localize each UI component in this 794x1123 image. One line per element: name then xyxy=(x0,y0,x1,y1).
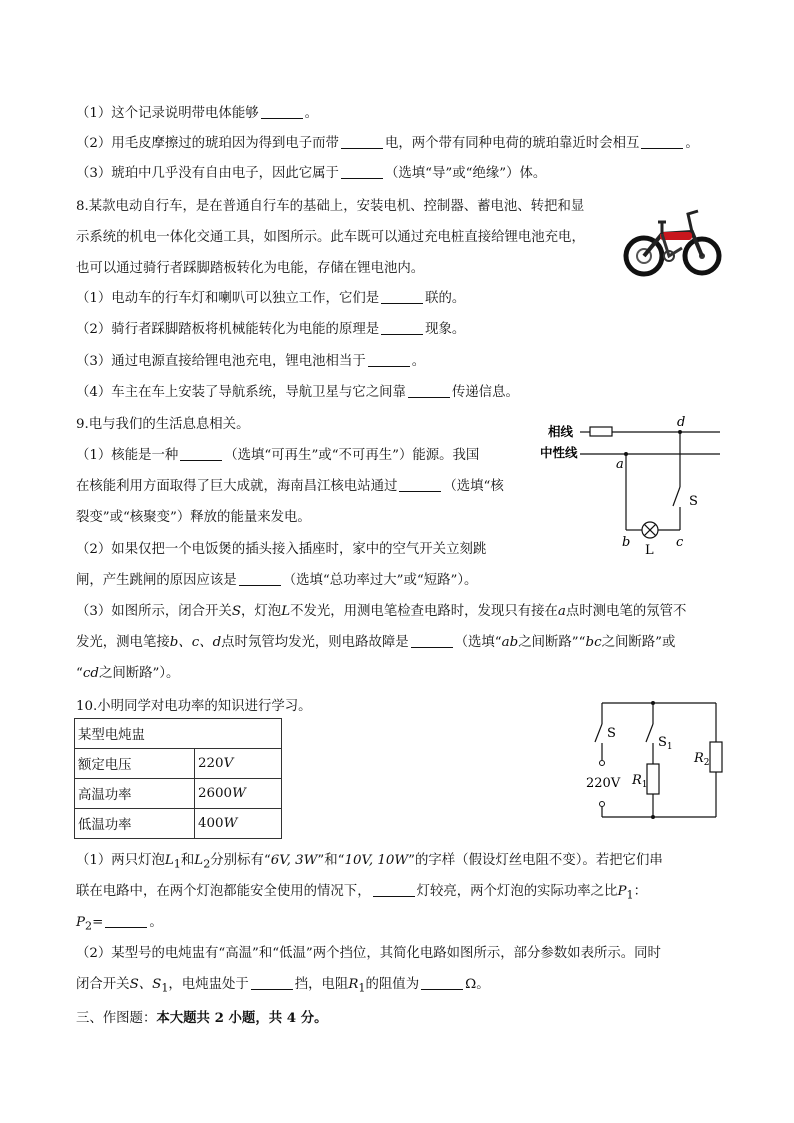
q7-part2: （2）用毛皮摩擦过的琥珀因为得到电子而带 电，两个带有同种电荷的琥珀靠近时会相互 。 xyxy=(76,136,699,151)
q9-part1-line3: 裂变”或“核聚变”）释放的能量来发电。 xyxy=(76,510,311,525)
svg-text:R1: $R_1$ xyxy=(632,773,648,790)
q9-stem: 9.电与我们的生活息息相关。 xyxy=(76,417,250,432)
answer-blank[interactable] xyxy=(421,975,463,990)
answer-blank[interactable] xyxy=(239,571,281,586)
q8-stem-line3: 也可以通过骑行者踩脚踏板转化为电能，存储在锂电池内。 xyxy=(76,261,425,276)
answer-blank[interactable] xyxy=(381,320,423,335)
svg-text:d: d xyxy=(677,415,686,430)
svg-text:R2: $R_2$ xyxy=(694,751,710,768)
electric-bicycle-image xyxy=(622,208,722,278)
section-3-heading: 三、作图题：本大题共 2 小题，共 4 分。 xyxy=(76,1010,328,1026)
q8-part2: （2）骑行者踩脚踏板将机械能转化为电能的原理是 现象。 xyxy=(76,322,466,337)
switch-s-icon xyxy=(595,724,602,742)
answer-blank[interactable] xyxy=(641,134,683,149)
table-row: 低温功率 400W xyxy=(75,809,282,839)
q10-part2-line1: （2）某型号的电炖盅有“高温”和“低温”两个挡位，其简化电路如图所示，部分参数如表所示。同时 xyxy=(76,946,661,961)
resistor-r1-icon xyxy=(647,764,659,794)
answer-blank[interactable] xyxy=(341,134,383,149)
stewpot-circuit-diagram xyxy=(580,694,725,829)
svg-text:c: c xyxy=(676,535,684,550)
q10-part2-line2: 闭合开关S、$S_1$，电炖盅处于 挡，电阻$R_1$的阻值为 Ω。 xyxy=(76,977,490,995)
fuse-icon xyxy=(590,427,612,436)
svg-text:S1: $S_1$ xyxy=(658,735,673,752)
svg-text:a: a xyxy=(616,457,624,472)
answer-blank[interactable] xyxy=(368,352,410,367)
q7-part1: （1）这个记录说明带电体能够 。 xyxy=(76,106,318,121)
spec-table-title: 某型电炖盅 xyxy=(75,719,282,749)
q9-part2-line2: 闸，产生跳闸的原因应该是 （选填“总功率过大”或“短路”）。 xyxy=(76,573,478,588)
table-row: 高温功率 2600W xyxy=(75,779,282,809)
answer-blank[interactable] xyxy=(261,104,303,119)
q8-stem-line1: 8.某款电动自行车，是在普通自行车的基础上，安装电机、控制器、蓄电池、转把和显 xyxy=(76,199,585,214)
q8-part3: （3）通过电源直接给锂电池充电，锂电池相当于 。 xyxy=(76,354,426,369)
q9-part1-line1: （1）核能是一种 （选填“可再生”或“不可再生”）能源。我国 xyxy=(76,448,480,463)
answer-blank[interactable] xyxy=(180,446,222,461)
live-wire-label: 相线 xyxy=(548,424,574,439)
switch-icon xyxy=(673,487,680,506)
q10-part1-line2: 联在电路中，在两个灯泡都能安全使用的情况下， 灯较亮，两个灯泡的实际功率之比$P_1$： xyxy=(76,884,647,902)
answer-blank[interactable] xyxy=(251,975,293,990)
answer-blank[interactable] xyxy=(381,289,423,304)
q10-stem: 10.小明同学对电功率的知识进行学习。 xyxy=(76,699,312,714)
spec-table xyxy=(74,718,282,839)
table-row: 额定电压 220V xyxy=(75,749,282,779)
svg-text:220V: 220V xyxy=(586,776,621,791)
svg-text:S: S xyxy=(689,494,698,509)
switch-s1-icon xyxy=(646,724,653,742)
svg-text:b: b xyxy=(622,535,631,550)
q9-part3-line2: 发光，测电笔接b、c、d点时氖管均发光，则电路故障是 （选填“ab之间断路”“bc之间断路”或 xyxy=(76,635,676,650)
answer-blank[interactable] xyxy=(105,913,147,928)
q8-stem-line2: 示系统的机电一体化交通工具，如图所示。此车既可以通过充电桩直接给锂电池充电， xyxy=(76,230,585,245)
q9-part1-line2: 在核能利用方面取得了巨大成就，海南昌江核电站通过 （选填“核 xyxy=(76,479,504,494)
neutral-wire-label: 中性线 xyxy=(540,445,578,460)
svg-text:L: L xyxy=(645,543,654,558)
household-circuit-diagram xyxy=(530,415,725,560)
answer-blank[interactable] xyxy=(373,882,415,897)
resistor-r2-icon xyxy=(710,742,722,772)
answer-blank[interactable] xyxy=(411,633,453,648)
q9-part2-line1: （2）如果仅把一个电饭煲的插头接入插座时，家中的空气开关立刻跳 xyxy=(76,542,487,557)
q10-part1-line1: （1）两只灯泡$L_1$和$L_2$分别标有“6V, 3W”和“10V, 10W”的字样（假设灯丝电阻不变）。若把它们串 xyxy=(76,853,663,871)
answer-blank[interactable] xyxy=(341,164,383,179)
q8-part1: （1）电动车的行车灯和喇叭可以独立工作，它们是 联的。 xyxy=(76,291,466,306)
q9-part3-line3: “cd之间断路”）。 xyxy=(76,666,180,681)
answer-blank[interactable] xyxy=(399,477,441,492)
q7-part3: （3）琥珀中几乎没有自由电子，因此它属于 （选填“导”或“绝缘”）体。 xyxy=(76,166,547,181)
svg-text:S: S xyxy=(607,726,616,741)
q9-part3-line1: （3）如图所示，闭合开关S，灯泡L不发光，用测电笔检查电路时，发现只有接在a点时测电笔的氖管不 xyxy=(76,604,687,619)
answer-blank[interactable] xyxy=(408,383,450,398)
q8-part4: （4）车主在车上安装了导航系统，导航卫星与它之间靠 传递信息。 xyxy=(76,385,519,400)
q10-part1-line3: $P_2=$ 。 xyxy=(76,915,163,933)
